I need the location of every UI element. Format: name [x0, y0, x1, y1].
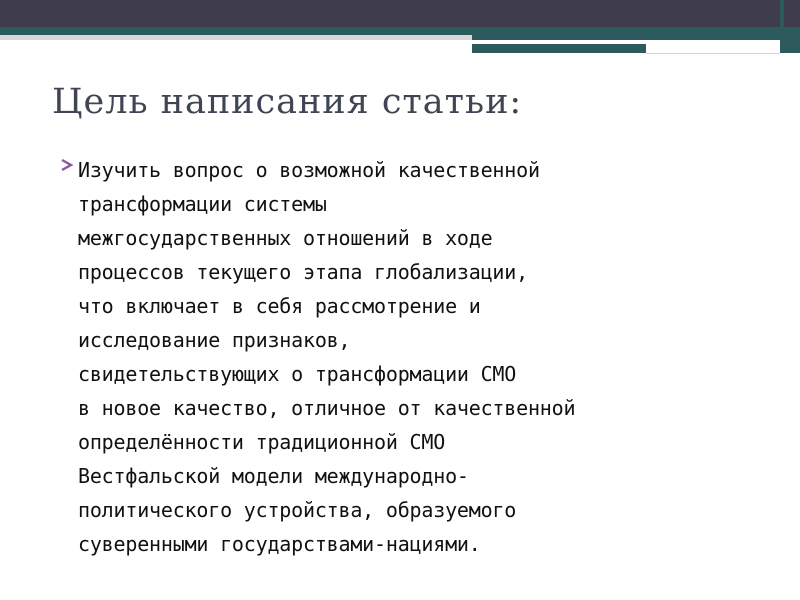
header-right-edge-dark: [784, 0, 800, 27]
arrow-bullet-icon: [60, 158, 74, 172]
bullet-line: Вестфальской модели международно-: [78, 464, 469, 488]
slide-title: Цель написания статьи:: [52, 82, 523, 122]
bullet-line: суверенными государствами-нациями.: [78, 532, 481, 556]
bullet-line: исследование признаков,: [78, 328, 351, 352]
header-light-band: [0, 35, 472, 40]
header-accent-strip: [472, 44, 646, 53]
bullet-line: процессов текущего этапа глобализации,: [78, 260, 528, 284]
bullet-line: трансформации системы: [78, 192, 327, 216]
bullet-line: политического устройства, образуемого: [78, 498, 517, 522]
bullet-line: что включает в себя рассмотрение и: [78, 294, 481, 318]
bullet-line: свидетельствующих о трансформации СМО: [78, 362, 517, 386]
bullet-text: [78, 153, 772, 561]
bullet-line: Изучить вопрос о возможной качественной: [78, 158, 540, 182]
bullet-line: межгосударственных отношений в ходе: [78, 226, 493, 250]
header-dark-band: [0, 0, 800, 27]
bullet-line: в новое качество, отличное от качественной: [78, 396, 576, 420]
bullet-line: определённости традиционной СМО: [78, 430, 446, 454]
bullet-item: [60, 153, 772, 561]
header-white-strip-right: [646, 44, 780, 54]
